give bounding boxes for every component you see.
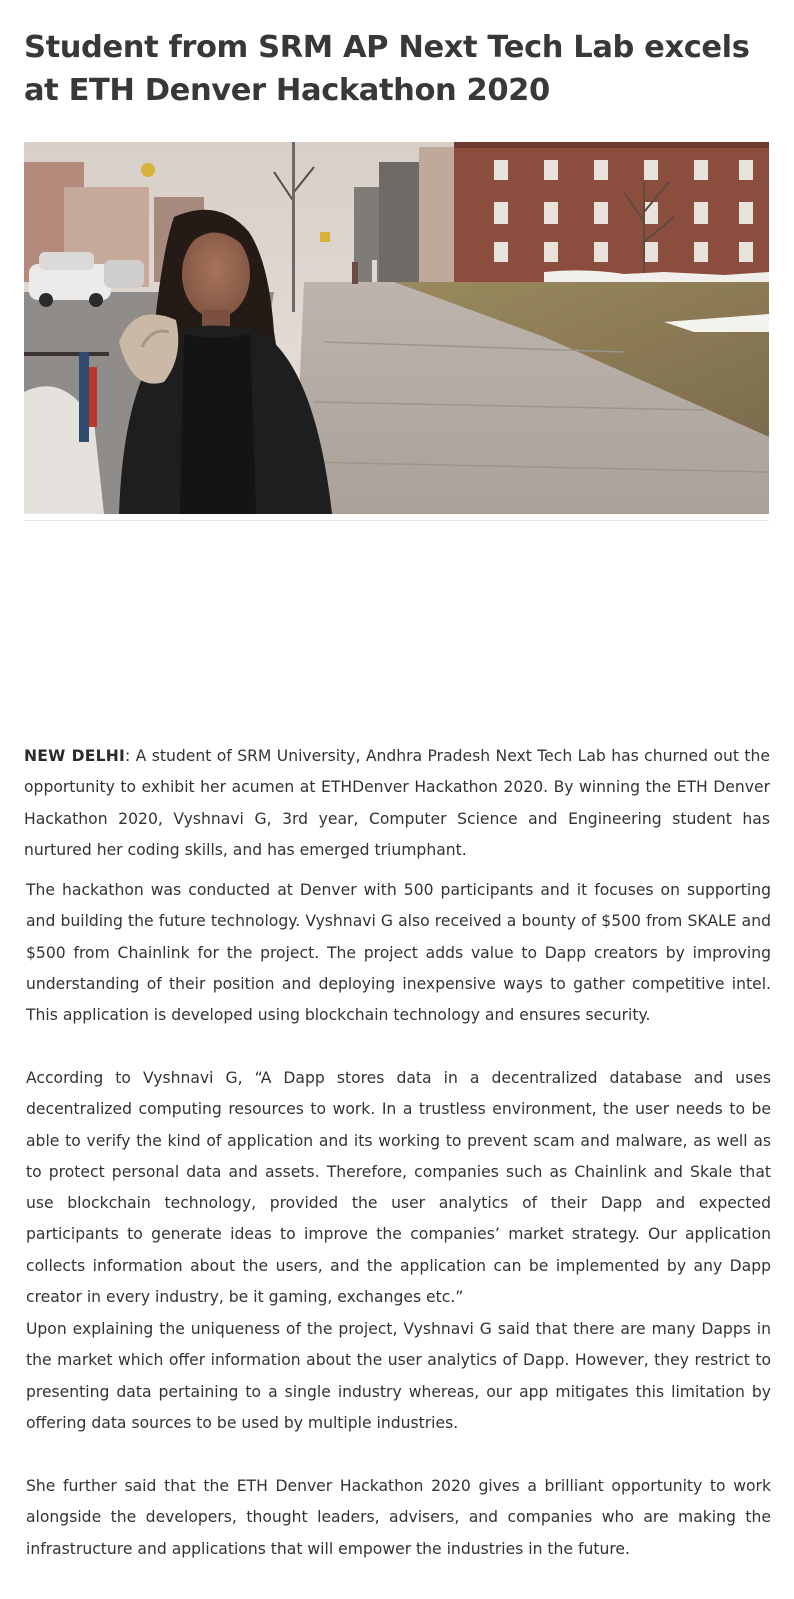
- featured-image-frame: [24, 142, 769, 521]
- body-paragraph: According to Vyshnavi G, “A Dapp stores data in a decentralized database and uses decentralized computing resources to work. In a trustless environment, the user needs to be able to verify the kind of application and its working to prevent scam and malware, as well as to protect personal data and assets. Therefore, companies such as Chainlink and Skale that use blockchain technology, provided the user analytics of their Dapp and expected participants to generate ideas to improve the companies’ market strategy. Our application collects information about the users, and the application can be implemented by any Dapp creator in every industry, be it gaming, exchanges etc.”: [26, 1069, 771, 1307]
- lead-paragraph: [24, 741, 770, 866]
- featured-image: [24, 142, 769, 514]
- lead-text: : A student of SRM University, Andhra Pradesh Next Tech Lab has churned out the opportunity to exhibit her acumen at ETHDenver Hackathon 2020. By winning the ETH Denver Hackathon 2020, Vyshnavi G, 3rd year, Computer Science and Engineering student has nurtured her coding skills, and has emerged triumphant.: [24, 747, 770, 859]
- article-title: Student from SRM AP Next Tech Lab excels at ETH Denver Hackathon 2020: [24, 30, 750, 108]
- body-paragraph: Upon explaining the uniqueness of the project, Vyshnavi G said that there are many Dapps in the market which offer information about the user analytics of Dapp. However, they restrict to presenting data pertaining to a single industry whereas, our app mitigates this limitation by offering data sources to be used by multiple industries.: [26, 1320, 771, 1432]
- body-paragraph: She further said that the ETH Denver Hackathon 2020 gives a brilliant opportunity to work alongside the developers, thought leaders, advisers, and companies who are making the infrastructure and applications that will empower the industries in the future.: [26, 1477, 771, 1558]
- dateline: NEW DELHI: [24, 747, 125, 765]
- body-paragraph: The hackathon was conducted at Denver with 500 participants and it focuses on supporting and building the future technology. Vyshnavi G also received a bounty of $500 from SKALE and $500 from Chainlink for the project. The project adds value to Dapp creators by improving understanding of their position and deploying inexpensive ways to gather competitive intel. This application is developed using blockchain technology and ensures security.: [26, 881, 771, 1025]
